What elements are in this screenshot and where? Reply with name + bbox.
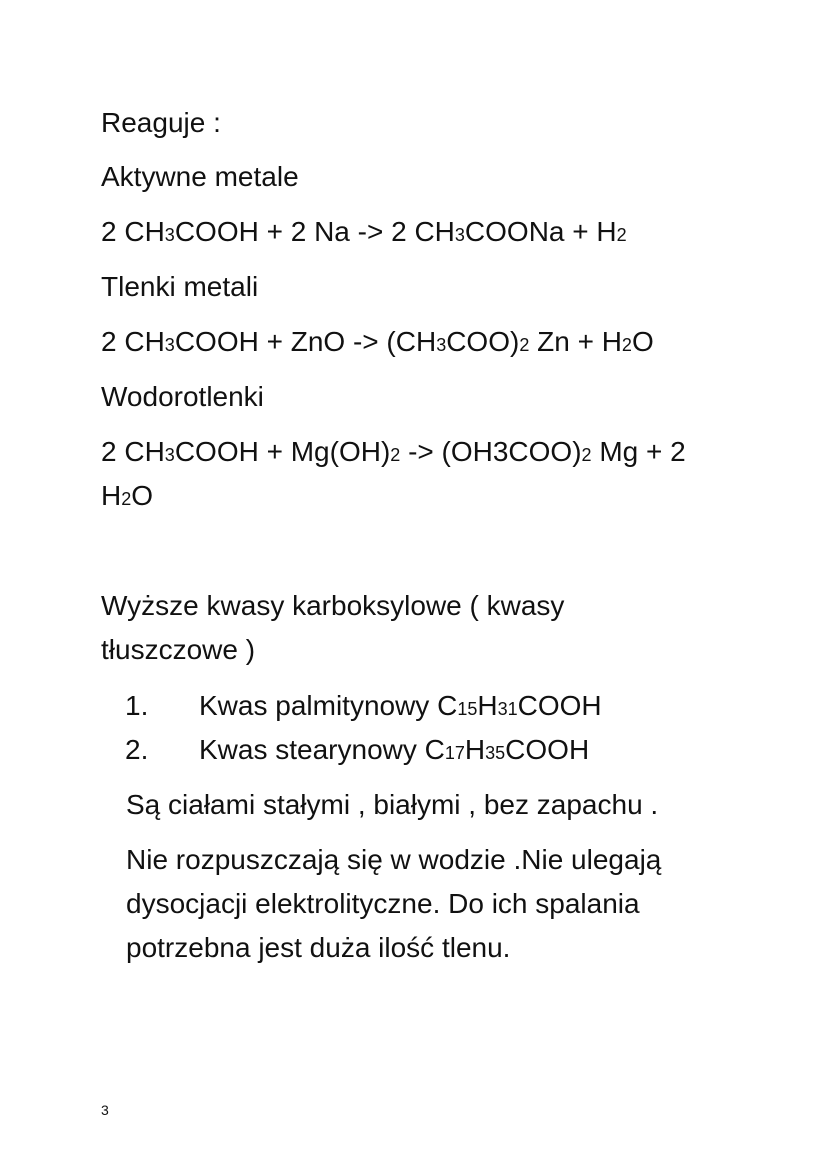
fatty-acids-heading: Wyższe kwasy karboksylowe ( kwasy tłuszczowe ) [101,590,565,665]
reaguje-heading: Reaguje : [101,107,221,138]
equation-magnesium-hydroxide: 2 CH3COOH + Mg(OH)2 -> (OH3COO)2 Mg + 2 [101,436,686,467]
active-metals-heading: Aktywne metale [101,161,299,192]
equation-sodium: 2 CH3COOH + 2 Na -> 2 CH3COONa + H2 [101,216,627,247]
equation-magnesium-hydroxide-cont: H2O [101,480,154,511]
equation-zinc-oxide: 2 CH3COOH + ZnO -> (CH3COO)2 Zn + H2O [101,326,654,357]
list-item: 1. Kwas palmitynowy C15H31COOH [125,690,602,721]
list-item: 2. Kwas stearynowy C17H35COOH [125,734,590,765]
solubility-paragraph: Nie rozpuszczają się w wodzie .Nie ulegają dysocjacji elektrolityczne. Do ich spalania potrzebna jest duża ilość tlenu. [126,844,662,963]
hydroxides-heading: Wodorotlenki [101,381,264,412]
page-number: 3 [101,1102,109,1118]
metal-oxides-heading: Tlenki metali [101,271,259,302]
properties-paragraph: Są ciałami stałymi , białymi , bez zapachu . [126,789,659,820]
